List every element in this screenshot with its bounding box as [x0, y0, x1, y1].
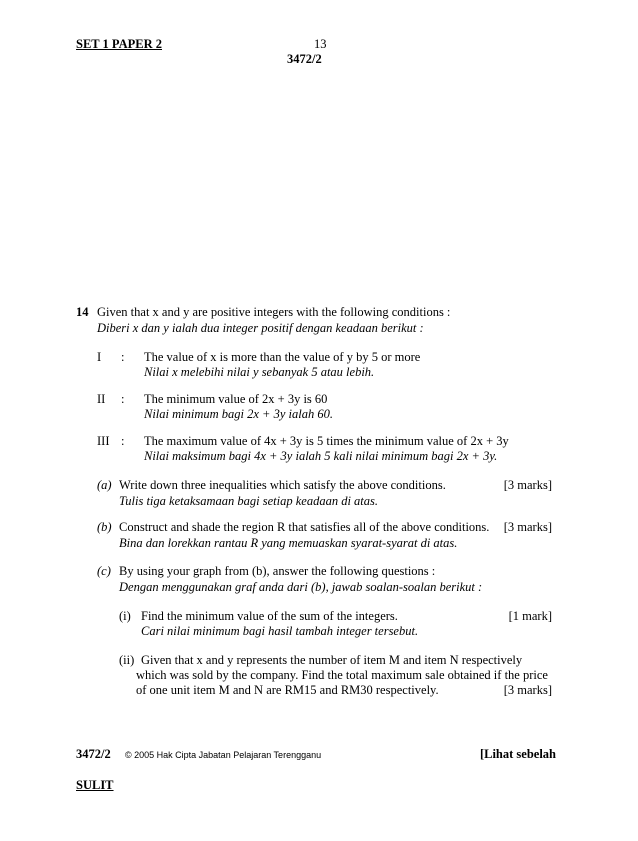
part-c-ii-line2: which was sold by the company. Find the total maximum sale obtained if the price — [136, 668, 548, 682]
part-c-ii-line1: Given that x and y represents the number of item M and item N respectively — [141, 653, 523, 667]
part-c-ii-label: (ii) — [119, 653, 135, 667]
condition-separator: : — [121, 434, 125, 448]
part-c-text-en: By using your graph from (b), answer the following questions : — [119, 564, 436, 578]
part-c-ii-marks: [3 marks] — [503, 683, 552, 697]
part-c-i-label: (i) — [119, 609, 131, 623]
condition-text-en: The value of x is more than the value of y by 5 or more — [144, 350, 421, 364]
condition-text-ms: Nilai maksimum bagi 4x + 3y ialah 5 kali nilai minimum bagi 2x + 3y. — [144, 449, 498, 463]
page-number: 13 — [314, 37, 327, 51]
question-number: 14 — [76, 305, 89, 319]
header-code: 3472/2 — [287, 52, 322, 66]
part-c-i-marks: [1 mark] — [508, 609, 552, 623]
header-paper-title: SET 1 PAPER 2 — [76, 37, 163, 51]
question-intro-ms: Diberi x dan y ialah dua integer positif dengan keadaan berikut : — [97, 321, 424, 335]
condition-text-ms: Nilai minimum bagi 2x + 3y ialah 60. — [144, 407, 333, 421]
footer-copyright: © 2005 Hak Cipta Jabatan Pelajaran Terengganu — [125, 750, 322, 760]
condition-label: I — [97, 350, 102, 364]
question-intro-en: Given that x and y are positive integers with the following conditions : — [97, 305, 451, 319]
part-a-text-ms: Tulis tiga ketaksamaan bagi setiap keadaan di atas. — [119, 494, 379, 508]
part-c-text-ms: Dengan menggunakan graf anda dari (b), jawab soalan-soalan berikut : — [119, 580, 483, 594]
part-c-i-text-en: Find the minimum value of the sum of the integers. — [141, 609, 398, 623]
condition-text-ms: Nilai x melebihi nilai y sebanyak 5 atau lebih. — [144, 365, 375, 379]
footer-code: 3472/2 — [76, 747, 111, 761]
footer-sulit: SULIT — [76, 778, 114, 792]
condition-separator: : — [121, 350, 125, 364]
condition-text-en: The maximum value of 4x + 3y is 5 times the minimum value of 2x + 3y — [144, 434, 509, 448]
part-b-text-en: Construct and shade the region R that satisfies all of the above conditions. — [119, 520, 490, 534]
part-b-label: (b) — [97, 520, 112, 534]
condition-label: II — [97, 392, 106, 406]
part-a-text-en: Write down three inequalities which satisfy the above conditions. — [119, 478, 446, 492]
part-a-marks: [3 marks] — [503, 478, 552, 492]
part-c-label: (c) — [97, 564, 111, 578]
part-c-ii-line3: of one unit item M and N are RM15 and RM30 respectively. — [136, 683, 439, 697]
condition-text-en: The minimum value of 2x + 3y is 60 — [144, 392, 328, 406]
part-b-marks: [3 marks] — [503, 520, 552, 534]
condition-separator: : — [121, 392, 125, 406]
footer-next-page: [Lihat sebelah — [479, 747, 556, 761]
part-c-i-text-ms: Cari nilai minimum bagi hasil tambah integer tersebut. — [141, 624, 419, 638]
part-b-text-ms: Bina dan lorekkan rantau R yang memuaskan syarat-syarat di atas. — [119, 536, 458, 550]
part-a-label: (a) — [97, 478, 112, 492]
condition-label: III — [97, 434, 110, 448]
